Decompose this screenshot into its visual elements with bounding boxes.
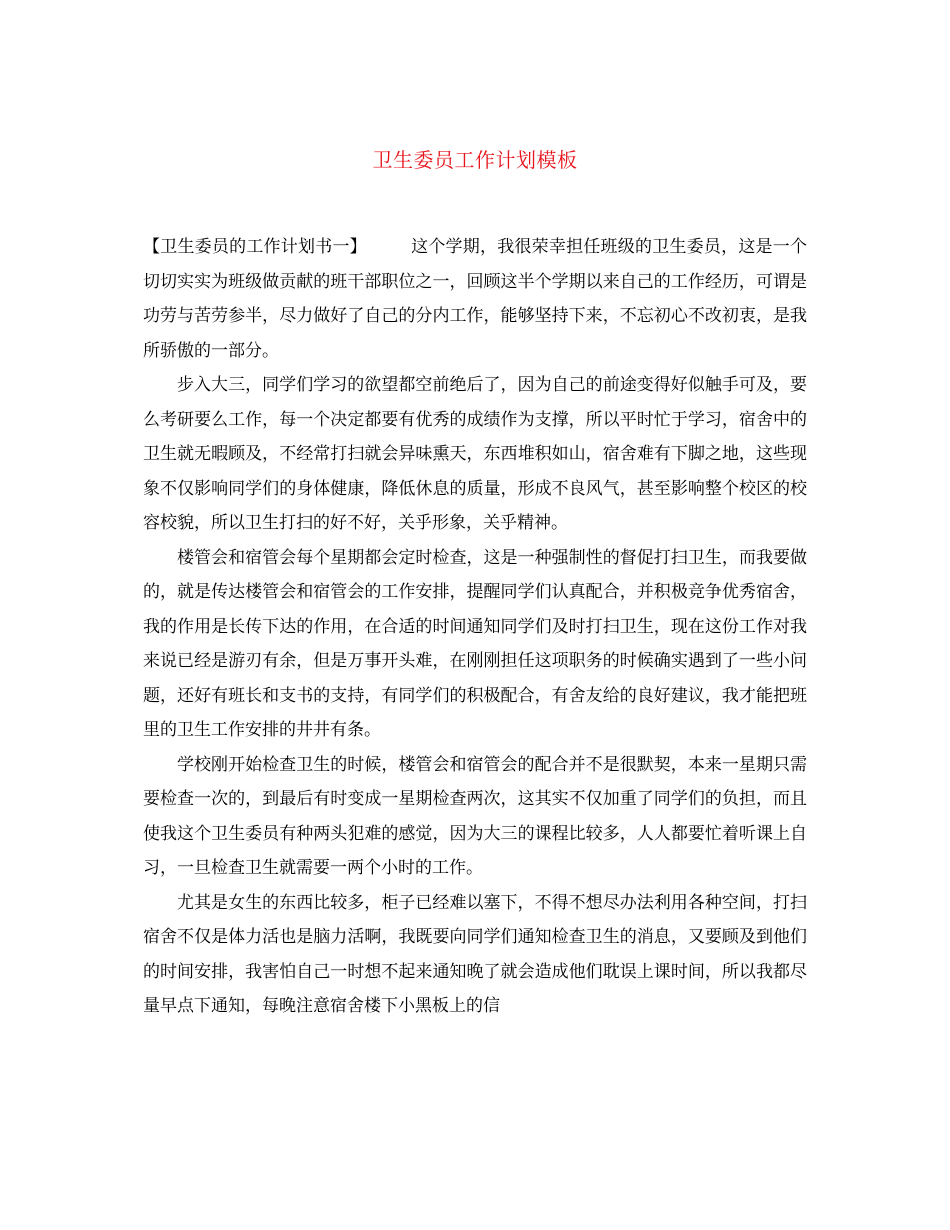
- section-heading: 【卫生委员的工作计划书一】: [143, 237, 367, 257]
- document-title: 卫生委员工作计划模板: [372, 148, 578, 172]
- paragraph-1: [143, 230, 807, 368]
- paragraph-2: 步入大三，同学们学习的欲望都空前绝后了，因为自己的前途变得好似触手可及，要么考研要么工作，每一个决定都要有优秀的成绩作为支撑，所以平时忙于学习，宿舍中的卫生就无暇顾及，不经常打扫就会异味熏天，东西堆积如山，宿舍难有下脚之地，这些现象不仅影响同学们的身体健康，降低休息的质量，形成不良风气，甚至影响整个校区的校容校貌，所以卫生打扫的好不好，关乎形象，关乎精神。: [143, 375, 807, 533]
- paragraph-1-text: 这个学期，我很荣幸担任班级的卫生委员，这是一个切切实实为班级做贡献的班干部职位之一，回顾这半个学期以来自己的工作经历，可谓是功劳与苦劳参半，尽力做好了自己的分内工作，能够坚持下来，不忘初心不改初衷，是我所骄傲的一部分。: [143, 237, 808, 361]
- paragraph-4: 学校刚开始检查卫生的时候，楼管会和宿管会的配合并不是很默契，本来一星期只需要检查一次的，到最后有时变成一星期检查两次，这其实不仅加重了同学们的负担，而且使我这个卫生委员有种两头犯难的感觉，因为大三的课程比较多，人人都要忙着听课上自习，一旦检查卫生就需要一两个小时的工作。: [143, 754, 807, 878]
- paragraph-5: 尤其是女生的东西比较多，柜子已经难以塞下，不得不想尽办法利用各种空间，打扫宿舍不仅是体力活也是脑力活啊，我既要向同学们通知检查卫生的消息，又要顾及到他们的时间安排，我害怕自己一时想不起来通知晚了就会造成他们耽误上课时间，所以我都尽量早点下通知，每晚注意宿舍楼下小黑板上的信: [143, 892, 807, 1016]
- document-body: [143, 230, 807, 1024]
- paragraph-3: 楼管会和宿管会每个星期都会定时检查，这是一种强制性的督促打扫卫生，而我要做的，就是传达楼管会和宿管会的工作安排，提醒同学们认真配合，并积极竞争优秀宿舍，我的作用是长传下达的作用，在合适的时间通知同学们及时打扫卫生，现在这份工作对我来说已经是游刃有余，但是万事开头难，在刚刚担任这项职务的时候确实遇到了一些小问题，还好有班长和支书的支持，有同学们的积极配合，有舍友给的良好建议，我才能把班里的卫生工作安排的井井有条。: [143, 547, 807, 740]
